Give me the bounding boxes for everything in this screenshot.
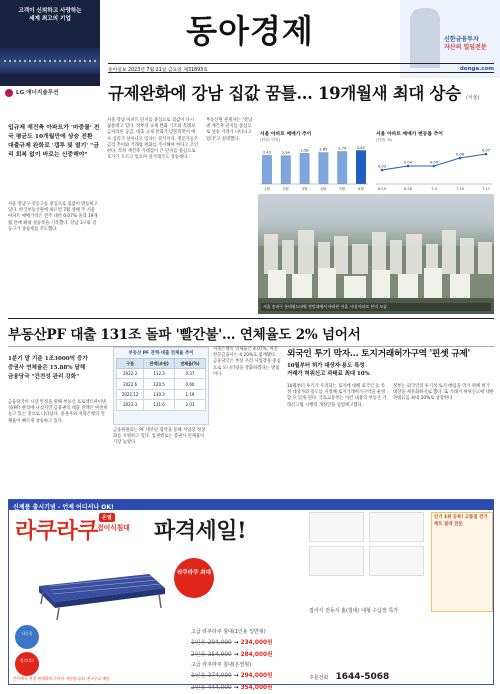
feature-circle: 나다움	[15, 625, 39, 649]
price-label: 고급 라쿠라쿠 침대(1인용 일반형)	[191, 629, 266, 635]
foreign-land-column-1: 10월부터 투기가 우려되는 토지에 대해 외국인 등 특정 대상자와 용도를 지정해 토지거래허가구역을 운영할 수 있게 된다. 국토교통부는 이런 내용의 부동산 거래신고법 시행령 개정안을 입법예고했다.	[287, 384, 387, 408]
price-label: 고급 라쿠라쿠 침대(온열형)	[191, 662, 252, 668]
ad-dealer-text: 접이식 전동식 홈(침대) 대형 수납장 특가	[309, 608, 399, 614]
dateline-text: 동아일보 2023년 7월 21일 금요일 제31893호	[108, 67, 208, 73]
chart-tick-label: 6.26	[403, 187, 413, 191]
price-new: 284,000원	[240, 652, 273, 658]
ad-feature-circles	[15, 625, 55, 679]
chart1-unit: (단위: 억원)	[260, 137, 281, 142]
ad-person-figure	[410, 8, 440, 68]
chart-data-label: 2.81	[356, 145, 366, 150]
right-ad-line1: 신한금융투자	[444, 36, 479, 43]
price-list	[191, 628, 301, 694]
chart-bar	[300, 153, 310, 184]
order-phone-number[interactable]: 1644-5068	[335, 672, 390, 682]
ad-discount-badge: 라쿠라쿠 최대	[174, 558, 214, 598]
ad-line1: 고객이 신뢰하고 사랑하는	[18, 8, 82, 14]
headline-tag: (서울)	[466, 95, 480, 101]
table-cell: 2023.3	[117, 400, 144, 410]
price-old: 1인용 294,000	[191, 640, 232, 646]
chart1-svg	[258, 142, 370, 192]
price-old: 2인용 444,000	[191, 685, 232, 691]
chart-bar	[318, 152, 328, 184]
table-header: 연체율(%)	[175, 359, 206, 369]
ad-tag-folding: 접이식침대	[97, 524, 130, 532]
side-box-text: 인기 1위 등록! 고품질 전기매트 침대 전문	[434, 515, 488, 527]
chart-tick-label: 4월	[320, 187, 327, 191]
ad-sale-text: 파격세일!	[154, 518, 247, 544]
product-thumb[interactable]	[309, 546, 364, 576]
table-row	[117, 369, 206, 379]
table-cell: 2022.3	[117, 369, 144, 379]
chart-tick-label: 3월	[301, 187, 308, 191]
chart-bar	[356, 150, 366, 184]
pf-loan-bullets	[8, 355, 108, 382]
chart-point	[459, 157, 462, 160]
foreign-land-headline[interactable]: 외국인 투기 막자… 토지거래허가구역 '핀셋 규제'	[287, 349, 470, 359]
table-cell: 2022.6	[117, 379, 144, 389]
table-title: 부동산 PF 잔액·대출 연체율 추이	[128, 351, 194, 356]
lead-subheads	[8, 123, 100, 208]
chart-price-trend	[258, 118, 370, 193]
product-thumb[interactable]	[369, 546, 424, 576]
chart-tick-label: 2월	[282, 187, 289, 191]
table-cell: 0.60	[175, 379, 206, 389]
price-new: 294,000원	[240, 673, 273, 679]
chart-tick-label: 7.3	[431, 187, 437, 191]
chart-point	[433, 165, 436, 168]
main-headline[interactable]: 규제완화에 강남 집값 꿈틀… 19개월새 최대 상승	[108, 84, 461, 103]
chart-data-label: 0.07	[481, 148, 491, 153]
bullet-item: 금융당국 "건전성 관리 강화"	[8, 373, 80, 380]
feature-circle: 생각대로	[15, 652, 39, 676]
chart-bar	[262, 155, 272, 184]
pf-loan-column-3: 저축은행의 연체율은 4.07%, 여신전문금융사는 4.20%로 집계됐다. 금융당국은 부실 우려 사업장을 중심으로 모니터링을 강화하겠다는 방침이다.	[213, 347, 281, 377]
table-row	[117, 379, 206, 389]
chart-data-label: 2.74	[338, 146, 347, 151]
apartments-illustration	[258, 194, 494, 314]
price-row: 1인용 294,000 → 234,000원	[191, 640, 273, 646]
main-story-column-2: 서울 강남 아파트 단지를 중심으로 집값이 다시 꿈틀대고 있다. 정부의 규제 완화 기조와 특례보금자리론 공급, 대출 규제 완화가 맞물리면서 매수 심리가 살아나고 있다는 분석이다. 전문가들은 금리 추이와 거래량 변화를 주시해야 한다고 조언한다. 특히 재건축 기대감이 큰 단지를 중심으로 호가가 오르고 있으며 실거래가도 상승세다.	[107, 118, 199, 161]
ad-logo-bar	[0, 86, 100, 100]
chart-tick-label: 6.19	[377, 187, 387, 191]
table-header: 잔액(조원)	[144, 359, 175, 369]
bullet-item: 증권사 연체율은 15.88% 달해	[8, 364, 86, 371]
bed-illustration	[29, 562, 169, 622]
ad-product-grid	[309, 512, 429, 578]
table-header: 구분	[117, 359, 144, 369]
chart-point	[407, 165, 410, 168]
newspaper-title: 동아경제	[186, 12, 314, 50]
chart-data-label: 2.42	[262, 150, 272, 155]
chart-data-label: 2.58	[300, 148, 309, 153]
chart-data-label: 2.65	[319, 147, 328, 152]
table-row	[117, 389, 206, 399]
chart1-title: 서울 아파트 매매가 추이	[260, 132, 312, 137]
site-link[interactable]: donga.com	[459, 65, 494, 72]
ad-tag-heated: 온열	[99, 513, 115, 522]
pf-loan-column-1: 금융당국이 시장 안정을 위해 부동산 프로젝트파이낸싱(PF) 관리에 나섰지만 금융권의 대출 잔액은 여전히 늘고 있는 것으로 나타났다. 증권사와 저축은행의 연체율이 빠르게 상승하고 있다.	[8, 400, 108, 424]
table-cell: 131.6	[144, 400, 175, 410]
ad-brand: LG 에너지솔루션	[16, 89, 59, 96]
table-cell: 2022.12	[117, 389, 144, 399]
table-cell: 130.3	[144, 389, 175, 399]
ad-side-box	[431, 512, 493, 612]
city-photo[interactable]	[258, 194, 494, 314]
chart2-title: 서울 아파트 매매가 변동률 추이	[376, 132, 443, 137]
chart-point	[485, 153, 488, 156]
chart-tick-label: 7.10	[455, 187, 465, 191]
table-cell: 120.5	[144, 379, 175, 389]
chart-data-label: 0.06	[455, 152, 465, 157]
masthead	[100, 0, 400, 62]
chart-data-label: 0.03	[377, 164, 387, 169]
table-cell: 1.19	[175, 389, 206, 399]
ad-footnote: 본사에서 직접 판매하여 가격이 저렴합니다! 전국무료 배송	[13, 676, 110, 681]
bed-advertisement[interactable]	[8, 499, 494, 691]
price-row: 1인용 374,000 → 294,000원	[191, 673, 273, 679]
table-cell: 112.3	[144, 369, 175, 379]
lg-logo-icon	[5, 89, 13, 97]
dateline	[108, 63, 494, 73]
ad-brand-name: 라쿠라쿠	[15, 518, 99, 544]
price-row: 2인용 354,000 → 284,000원	[191, 652, 273, 658]
chart2-svg	[374, 142, 494, 192]
chart-point	[381, 169, 384, 172]
chart-change-rate	[374, 118, 494, 193]
bullet-item: 1분기 말 기준 1조3000억 증가	[8, 356, 88, 362]
lead-subhead-text: 입규제 재건축 아파트가 '마중물' 전국 평균도 10개월만에 상승 전환 대출규제 완화로 '갭투 및 열기' "금리 회복 없이 바로는 신중해야"	[8, 124, 100, 159]
bullet-item: 거래가 허위신고 과태료 최대 10%	[287, 371, 370, 378]
chart-tick-label: 5월	[339, 187, 346, 191]
section-divider	[8, 318, 494, 319]
main-story-column-3: 부동산원 관계자는 "강남권 재건축 단지를 중심으로 상승 거래가 나타나고 있다"고 설명했다.	[206, 118, 253, 142]
pf-loan-headline[interactable]: 부동산PF 대출 131조 돌파 '빨간불'… 연체율도 2% 넘어서	[8, 327, 361, 343]
chart-tick-label: 6월	[358, 187, 364, 191]
chart-data-label: 0.04	[429, 160, 439, 165]
price-old: 2인용 354,000	[191, 652, 232, 658]
pf-loan-column-2: 금융위원회는 PF 대주단 협약을 통해 사업장 정상화를 지원하고 있다. 업권별로는 증권사 연체율이 가장 높았다.	[113, 428, 206, 446]
chart-tick-label: 7.17	[481, 187, 491, 191]
right-ad-line2: 자산의 일임전문	[444, 44, 487, 51]
chart-data-label: 0.04	[403, 160, 413, 165]
charts-area	[258, 118, 494, 193]
price-old: 1인용 374,000	[191, 673, 232, 679]
bullet-item: 10월부터 허가 대상자·용도 특정	[287, 363, 365, 369]
price-new: 354,000원	[240, 685, 273, 691]
chart-bar	[281, 155, 291, 184]
photo-caption: 서울 송파구 롯데월드타워 전망대에서 바라본 서울 시내 아파트 단지 모습.	[261, 303, 491, 311]
ad-line2: 세계 최고의 기업	[29, 16, 71, 22]
price-new: 234,000원	[240, 640, 273, 646]
ad-lights-strip	[4, 60, 96, 62]
chart-data-label: 2.39	[281, 150, 290, 155]
chart-tick-label: 1월	[264, 187, 270, 191]
table-cell: 2.01	[175, 400, 206, 410]
product-thumb[interactable]	[309, 512, 364, 542]
table-cell: 0.37	[175, 369, 206, 379]
pf-loan-table	[113, 347, 209, 425]
main-story-column-1: 서울 강남구·강동구를 중심으로 집값이 반등하고 있다. 한국부동산원에 따르면 7월 셋째 주 서울 아파트 매매가격은 전주 대비 0.07% 올라 19개월 만에 최대 상승폭을 기록했다. 강남 3구와 강동구가 상승세를 주도했다.	[8, 202, 98, 232]
product-thumb[interactable]	[369, 512, 424, 542]
pf-table	[116, 358, 206, 411]
table-row	[117, 400, 206, 410]
price-row: 2인용 444,000 → 354,000원	[191, 685, 273, 691]
foreign-land-column-2: 정부는 외국인의 투기성 토지 매입을 막기 위해 허가 대상을 세분화하기로 했다. 또 거래가 허위신고에 대한 과태료를 최대 10%로 상향한다.	[393, 384, 494, 402]
chart-bar	[337, 151, 347, 184]
ad-banner: 신제품 출시기념 - 언제 어디서나 OK!	[9, 500, 493, 510]
chart2-unit: (단위: %)	[376, 137, 393, 142]
foreign-land-bullets	[287, 362, 494, 378]
order-phone-label: 주문전화	[309, 675, 329, 681]
top-left-advertisement[interactable]	[0, 0, 100, 100]
